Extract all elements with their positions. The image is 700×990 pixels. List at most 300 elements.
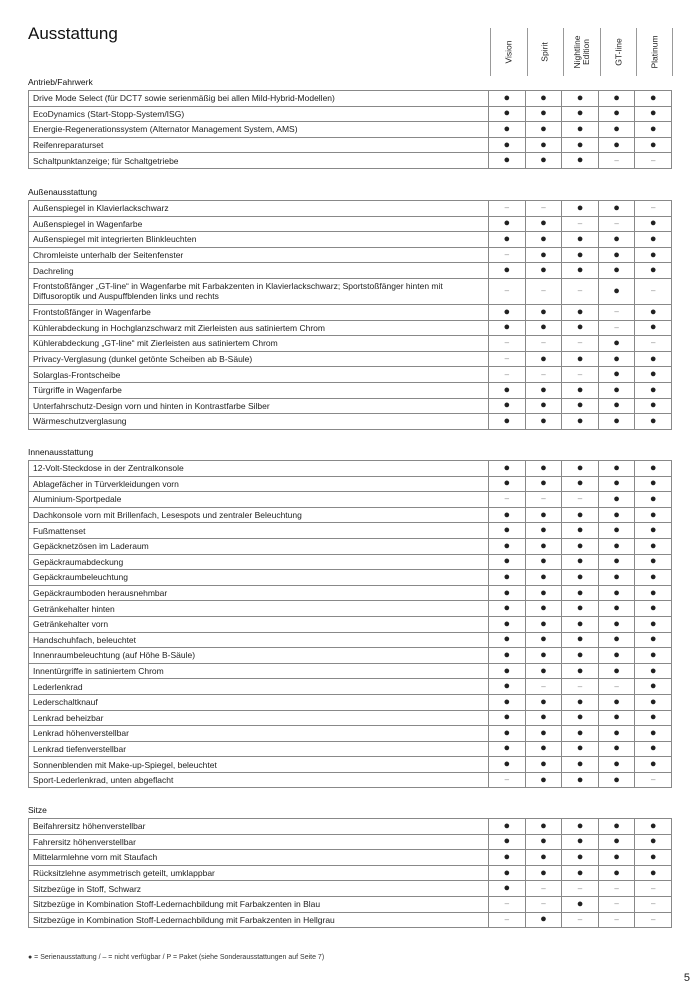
table-row — [29, 570, 672, 586]
table-row — [29, 679, 672, 695]
standard-cell: ● — [525, 232, 562, 248]
section-innen — [28, 447, 672, 788]
feature-name: Außenspiegel mit integrierten Blinkleuchten — [29, 232, 489, 248]
standard-cell: ● — [489, 523, 526, 539]
standard-cell: ● — [489, 304, 526, 320]
feature-name: Dachreling — [29, 263, 489, 279]
standard-cell: ● — [489, 554, 526, 570]
feature-name: Sonnenblenden mit Make-up-Spiegel, beleuchtet — [29, 757, 489, 773]
unavailable-cell: – — [489, 896, 526, 912]
unavailable-cell: – — [562, 216, 599, 232]
unavailable-cell: – — [489, 247, 526, 263]
standard-cell: ● — [562, 507, 599, 523]
standard-cell: ● — [562, 616, 599, 632]
section-heading: Sitze — [28, 805, 47, 815]
standard-cell: ● — [598, 201, 635, 217]
feature-name: Sitzbezüge in Stoff, Schwarz — [29, 881, 489, 897]
unavailable-cell: – — [562, 367, 599, 383]
unavailable-cell: – — [562, 336, 599, 352]
standard-cell: ● — [562, 819, 599, 835]
standard-cell: ● — [598, 137, 635, 153]
feature-name: Lederlenkrad — [29, 679, 489, 695]
feature-name: Sitzbezüge in Kombination Stoff-Ledernachbildung mit Farbakzenten in Hellgrau — [29, 912, 489, 928]
standard-cell: ● — [635, 398, 672, 414]
feature-name: Lenkrad beheizbar — [29, 710, 489, 726]
standard-cell: ● — [489, 834, 526, 850]
standard-cell: ● — [635, 216, 672, 232]
column-header — [527, 28, 564, 76]
standard-cell: ● — [525, 351, 562, 367]
feature-name: Schaltpunktanzeige; für Schaltgetriebe — [29, 153, 489, 169]
standard-cell: ● — [635, 819, 672, 835]
standard-cell: ● — [598, 601, 635, 617]
standard-cell: ● — [562, 382, 599, 398]
table-row — [29, 834, 672, 850]
unavailable-cell: – — [489, 201, 526, 217]
table-row — [29, 819, 672, 835]
column-label: Platinum — [649, 35, 660, 69]
section-heading: Innenausstattung — [28, 447, 94, 457]
standard-cell: ● — [635, 137, 672, 153]
standard-cell: ● — [635, 304, 672, 320]
standard-cell: ● — [562, 710, 599, 726]
unavailable-cell: – — [562, 912, 599, 928]
standard-cell: ● — [525, 710, 562, 726]
standard-cell: ● — [598, 351, 635, 367]
table-row — [29, 492, 672, 508]
table-row — [29, 554, 672, 570]
standard-cell: ● — [489, 106, 526, 122]
standard-cell: ● — [489, 679, 526, 695]
standard-cell: ● — [635, 834, 672, 850]
standard-cell: ● — [598, 585, 635, 601]
standard-cell: ● — [525, 523, 562, 539]
feature-name: Gepäckraumbeleuchtung — [29, 570, 489, 586]
standard-cell: ● — [489, 538, 526, 554]
standard-cell: ● — [635, 601, 672, 617]
column-header — [600, 28, 637, 76]
standard-cell: ● — [525, 414, 562, 430]
feature-name: Unterfahrschutz-Design vorn und hinten in Kontrastfarbe Silber — [29, 398, 489, 414]
page-number: 5 — [683, 972, 690, 984]
standard-cell: ● — [562, 476, 599, 492]
feature-name: Rücksitzlehne asymmetrisch geteilt, umklappbar — [29, 865, 489, 881]
standard-cell: ● — [635, 263, 672, 279]
table-row — [29, 632, 672, 648]
standard-cell: ● — [598, 336, 635, 352]
unavailable-cell: – — [525, 679, 562, 695]
unavailable-cell: – — [635, 201, 672, 217]
unavailable-cell: – — [525, 278, 562, 304]
table-row — [29, 137, 672, 153]
standard-cell: ● — [598, 757, 635, 773]
feature-name: Sitzbezüge in Kombination Stoff-Ledernachbildung mit Farbakzenten in Blau — [29, 896, 489, 912]
feature-name: 12-Volt-Steckdose in der Zentralkonsole — [29, 461, 489, 477]
standard-cell: ● — [598, 414, 635, 430]
table-row — [29, 153, 672, 169]
standard-cell: ● — [525, 216, 562, 232]
table-row — [29, 865, 672, 881]
column-header — [563, 28, 600, 76]
standard-cell: ● — [635, 757, 672, 773]
standard-cell: ● — [489, 585, 526, 601]
standard-cell: ● — [489, 710, 526, 726]
standard-cell: ● — [525, 819, 562, 835]
standard-cell: ● — [489, 850, 526, 866]
standard-cell: ● — [489, 507, 526, 523]
standard-cell: ● — [489, 663, 526, 679]
standard-cell: ● — [525, 757, 562, 773]
table-row — [29, 538, 672, 554]
standard-cell: ● — [598, 694, 635, 710]
legend: ● = Serienausstattung / – = nicht verfügbar / P = Paket (siehe Sonderausstattungen auf Seite 7) — [28, 954, 325, 961]
standard-cell: ● — [598, 106, 635, 122]
unavailable-cell: – — [562, 881, 599, 897]
unavailable-cell: – — [598, 896, 635, 912]
standard-cell: ● — [598, 492, 635, 508]
standard-cell: ● — [598, 91, 635, 107]
standard-cell: ● — [525, 554, 562, 570]
standard-cell: ● — [562, 201, 599, 217]
feature-name: Frontstoßfänger „GT-line“ in Wagenfarbe mit Farbakzenten in Klavierlackschwarz; Sportstoßfänger hinten mit Diffusoroptik und Auspuffblenden links und rechts — [29, 278, 489, 304]
feature-name: Lenkrad tiefenverstellbar — [29, 741, 489, 757]
standard-cell: ● — [489, 382, 526, 398]
table-row — [29, 850, 672, 866]
feature-name: EcoDynamics (Start-Stopp-System/ISG) — [29, 106, 489, 122]
unavailable-cell: – — [562, 492, 599, 508]
table-row — [29, 772, 672, 788]
standard-cell: ● — [489, 648, 526, 664]
standard-cell: ● — [598, 632, 635, 648]
feature-name: Handschuhfach, beleuchtet — [29, 632, 489, 648]
unavailable-cell: – — [489, 492, 526, 508]
standard-cell: ● — [562, 263, 599, 279]
standard-cell: ● — [635, 726, 672, 742]
standard-cell: ● — [525, 570, 562, 586]
standard-cell: ● — [635, 648, 672, 664]
standard-cell: ● — [635, 414, 672, 430]
unavailable-cell: – — [635, 278, 672, 304]
standard-cell: ● — [562, 320, 599, 336]
standard-cell: ● — [525, 382, 562, 398]
table-row — [29, 881, 672, 897]
table-row — [29, 263, 672, 279]
section-antrieb — [28, 77, 672, 169]
unavailable-cell: – — [598, 912, 635, 928]
table-row — [29, 216, 672, 232]
standard-cell: ● — [635, 570, 672, 586]
feature-name: Gepäckraumabdeckung — [29, 554, 489, 570]
unavailable-cell: – — [489, 367, 526, 383]
standard-cell: ● — [562, 153, 599, 169]
table-row — [29, 523, 672, 539]
feature-name: Privacy-Verglasung (dunkel getönte Scheiben ab B-Säule) — [29, 351, 489, 367]
feature-name: Beifahrersitz höhenverstellbar — [29, 819, 489, 835]
unavailable-cell: – — [598, 216, 635, 232]
feature-name: Getränkehalter vorn — [29, 616, 489, 632]
table-row — [29, 663, 672, 679]
feature-name: Chromleiste unterhalb der Seitenfenster — [29, 247, 489, 263]
standard-cell: ● — [489, 461, 526, 477]
column-header — [490, 28, 527, 76]
standard-cell: ● — [562, 741, 599, 757]
column-label: Nightline Edition — [571, 35, 591, 69]
table-row — [29, 351, 672, 367]
standard-cell: ● — [489, 398, 526, 414]
unavailable-cell: – — [489, 912, 526, 928]
feature-name: Frontstoßfänger in Wagenfarbe — [29, 304, 489, 320]
standard-cell: ● — [635, 538, 672, 554]
table-row — [29, 367, 672, 383]
standard-cell: ● — [598, 819, 635, 835]
standard-cell: ● — [489, 91, 526, 107]
feature-name: Ablagefächer in Türverkleidungen vorn — [29, 476, 489, 492]
standard-cell: ● — [635, 616, 672, 632]
standard-cell: ● — [489, 616, 526, 632]
standard-cell: ● — [635, 694, 672, 710]
unavailable-cell: – — [525, 367, 562, 383]
unavailable-cell: – — [489, 336, 526, 352]
standard-cell: ● — [635, 382, 672, 398]
table-row — [29, 585, 672, 601]
standard-cell: ● — [635, 247, 672, 263]
standard-cell: ● — [489, 741, 526, 757]
standard-cell: ● — [635, 585, 672, 601]
feature-name: Außenspiegel in Klavierlackschwarz — [29, 201, 489, 217]
unavailable-cell: – — [598, 679, 635, 695]
standard-cell: ● — [525, 772, 562, 788]
unavailable-cell: – — [635, 896, 672, 912]
table-row — [29, 398, 672, 414]
standard-cell: ● — [562, 648, 599, 664]
standard-cell: ● — [598, 554, 635, 570]
standard-cell: ● — [562, 554, 599, 570]
table-row — [29, 232, 672, 248]
feature-name: Gepäckraumboden herausnehmbar — [29, 585, 489, 601]
standard-cell: ● — [562, 896, 599, 912]
standard-cell: ● — [525, 461, 562, 477]
equipment-table — [28, 818, 672, 928]
table-row — [29, 726, 672, 742]
standard-cell: ● — [489, 476, 526, 492]
standard-cell: ● — [489, 153, 526, 169]
section-sitze — [28, 805, 672, 928]
standard-cell: ● — [525, 850, 562, 866]
feature-name: Türgriffe in Wagenfarbe — [29, 382, 489, 398]
standard-cell: ● — [562, 694, 599, 710]
standard-cell: ● — [635, 865, 672, 881]
standard-cell: ● — [562, 538, 599, 554]
standard-cell: ● — [525, 585, 562, 601]
standard-cell: ● — [562, 523, 599, 539]
standard-cell: ● — [562, 632, 599, 648]
feature-name: Energie-Regenerationssystem (Alternator Management System, AMS) — [29, 122, 489, 138]
standard-cell: ● — [562, 247, 599, 263]
table-row — [29, 461, 672, 477]
standard-cell: ● — [562, 414, 599, 430]
table-row — [29, 247, 672, 263]
standard-cell: ● — [635, 367, 672, 383]
feature-name: Innentürgriffe in satiniertem Chrom — [29, 663, 489, 679]
standard-cell: ● — [525, 263, 562, 279]
feature-name: Außenspiegel in Wagenfarbe — [29, 216, 489, 232]
standard-cell: ● — [562, 461, 599, 477]
standard-cell: ● — [489, 570, 526, 586]
standard-cell: ● — [635, 523, 672, 539]
standard-cell: ● — [598, 616, 635, 632]
feature-name: Kühlerabdeckung „GT-line“ mit Zierleisten aus satiniertem Chrom — [29, 336, 489, 352]
unavailable-cell: – — [525, 201, 562, 217]
unavailable-cell: – — [525, 881, 562, 897]
standard-cell: ● — [562, 137, 599, 153]
standard-cell: ● — [635, 476, 672, 492]
feature-name: Kühlerabdeckung in Hochglanzschwarz mit Zierleisten aus satiniertem Chrom — [29, 320, 489, 336]
standard-cell: ● — [525, 538, 562, 554]
unavailable-cell: – — [489, 351, 526, 367]
standard-cell: ● — [525, 741, 562, 757]
standard-cell: ● — [598, 461, 635, 477]
feature-name: Innenraumbeleuchtung (auf Höhe B-Säule) — [29, 648, 489, 664]
standard-cell: ● — [635, 106, 672, 122]
standard-cell: ● — [562, 757, 599, 773]
standard-cell: ● — [525, 616, 562, 632]
standard-cell: ● — [598, 367, 635, 383]
table-row — [29, 476, 672, 492]
column-label: GT-line — [613, 38, 624, 66]
standard-cell: ● — [635, 632, 672, 648]
standard-cell: ● — [525, 91, 562, 107]
standard-cell: ● — [525, 726, 562, 742]
standard-cell: ● — [635, 461, 672, 477]
standard-cell: ● — [525, 865, 562, 881]
equipment-table — [28, 90, 672, 169]
standard-cell: ● — [562, 663, 599, 679]
feature-name: Lederschaltknauf — [29, 694, 489, 710]
table-row — [29, 122, 672, 138]
standard-cell: ● — [525, 304, 562, 320]
unavailable-cell: – — [525, 492, 562, 508]
unavailable-cell: – — [489, 278, 526, 304]
column-headers — [490, 28, 673, 76]
standard-cell: ● — [562, 106, 599, 122]
feature-name: Lenkrad höhenverstellbar — [29, 726, 489, 742]
standard-cell: ● — [489, 232, 526, 248]
equipment-table — [28, 200, 672, 430]
table-row — [29, 648, 672, 664]
table-row — [29, 601, 672, 617]
standard-cell: ● — [562, 585, 599, 601]
standard-cell: ● — [635, 320, 672, 336]
page-title: Ausstattung — [28, 24, 118, 43]
standard-cell: ● — [489, 601, 526, 617]
standard-cell: ● — [598, 710, 635, 726]
unavailable-cell: – — [489, 772, 526, 788]
table-row — [29, 320, 672, 336]
standard-cell: ● — [598, 663, 635, 679]
table-row — [29, 414, 672, 430]
standard-cell: ● — [562, 570, 599, 586]
unavailable-cell: – — [635, 881, 672, 897]
feature-name: Sport-Lederlenkrad, unten abgeflacht — [29, 772, 489, 788]
standard-cell: ● — [525, 912, 562, 928]
column-label: Vision — [503, 40, 514, 64]
standard-cell: ● — [598, 507, 635, 523]
standard-cell: ● — [525, 122, 562, 138]
standard-cell: ● — [562, 601, 599, 617]
standard-cell: ● — [525, 247, 562, 263]
table-row — [29, 304, 672, 320]
table-row — [29, 757, 672, 773]
table-row — [29, 91, 672, 107]
table-row — [29, 694, 672, 710]
standard-cell: ● — [525, 106, 562, 122]
standard-cell: ● — [635, 351, 672, 367]
table-row — [29, 896, 672, 912]
standard-cell: ● — [489, 865, 526, 881]
feature-name: Dachkonsole vorn mit Brillenfach, Lesespots und zentraler Beleuchtung — [29, 507, 489, 523]
standard-cell: ● — [635, 663, 672, 679]
unavailable-cell: – — [598, 153, 635, 169]
standard-cell: ● — [598, 570, 635, 586]
standard-cell: ● — [562, 351, 599, 367]
feature-name: Gepäcknetzösen im Laderaum — [29, 538, 489, 554]
standard-cell: ● — [525, 153, 562, 169]
standard-cell: ● — [525, 137, 562, 153]
table-row — [29, 336, 672, 352]
standard-cell: ● — [489, 819, 526, 835]
standard-cell: ● — [598, 648, 635, 664]
table-row — [29, 741, 672, 757]
unavailable-cell: – — [635, 912, 672, 928]
table-row — [29, 912, 672, 928]
standard-cell: ● — [489, 216, 526, 232]
standard-cell: ● — [525, 507, 562, 523]
section-heading: Außenausstattung — [28, 187, 97, 197]
standard-cell: ● — [562, 865, 599, 881]
section-aussen — [28, 187, 672, 430]
standard-cell: ● — [489, 414, 526, 430]
standard-cell: ● — [525, 694, 562, 710]
standard-cell: ● — [562, 850, 599, 866]
feature-name: Wärmeschutzverglasung — [29, 414, 489, 430]
standard-cell: ● — [598, 476, 635, 492]
standard-cell: ● — [562, 772, 599, 788]
feature-name: Fußmattenset — [29, 523, 489, 539]
unavailable-cell: – — [635, 336, 672, 352]
standard-cell: ● — [635, 492, 672, 508]
standard-cell: ● — [489, 694, 526, 710]
standard-cell: ● — [489, 881, 526, 897]
standard-cell: ● — [598, 726, 635, 742]
section-heading: Antrieb/Fahrwerk — [28, 77, 93, 87]
table-row — [29, 507, 672, 523]
standard-cell: ● — [635, 122, 672, 138]
standard-cell: ● — [562, 304, 599, 320]
equipment-table — [28, 460, 672, 788]
standard-cell: ● — [489, 137, 526, 153]
standard-cell: ● — [562, 726, 599, 742]
standard-cell: ● — [562, 834, 599, 850]
standard-cell: ● — [489, 632, 526, 648]
standard-cell: ● — [525, 320, 562, 336]
table-row — [29, 201, 672, 217]
feature-name: Solarglas-Frontscheibe — [29, 367, 489, 383]
standard-cell: ● — [598, 382, 635, 398]
unavailable-cell: – — [635, 153, 672, 169]
unavailable-cell: – — [598, 304, 635, 320]
standard-cell: ● — [525, 648, 562, 664]
standard-cell: ● — [598, 232, 635, 248]
